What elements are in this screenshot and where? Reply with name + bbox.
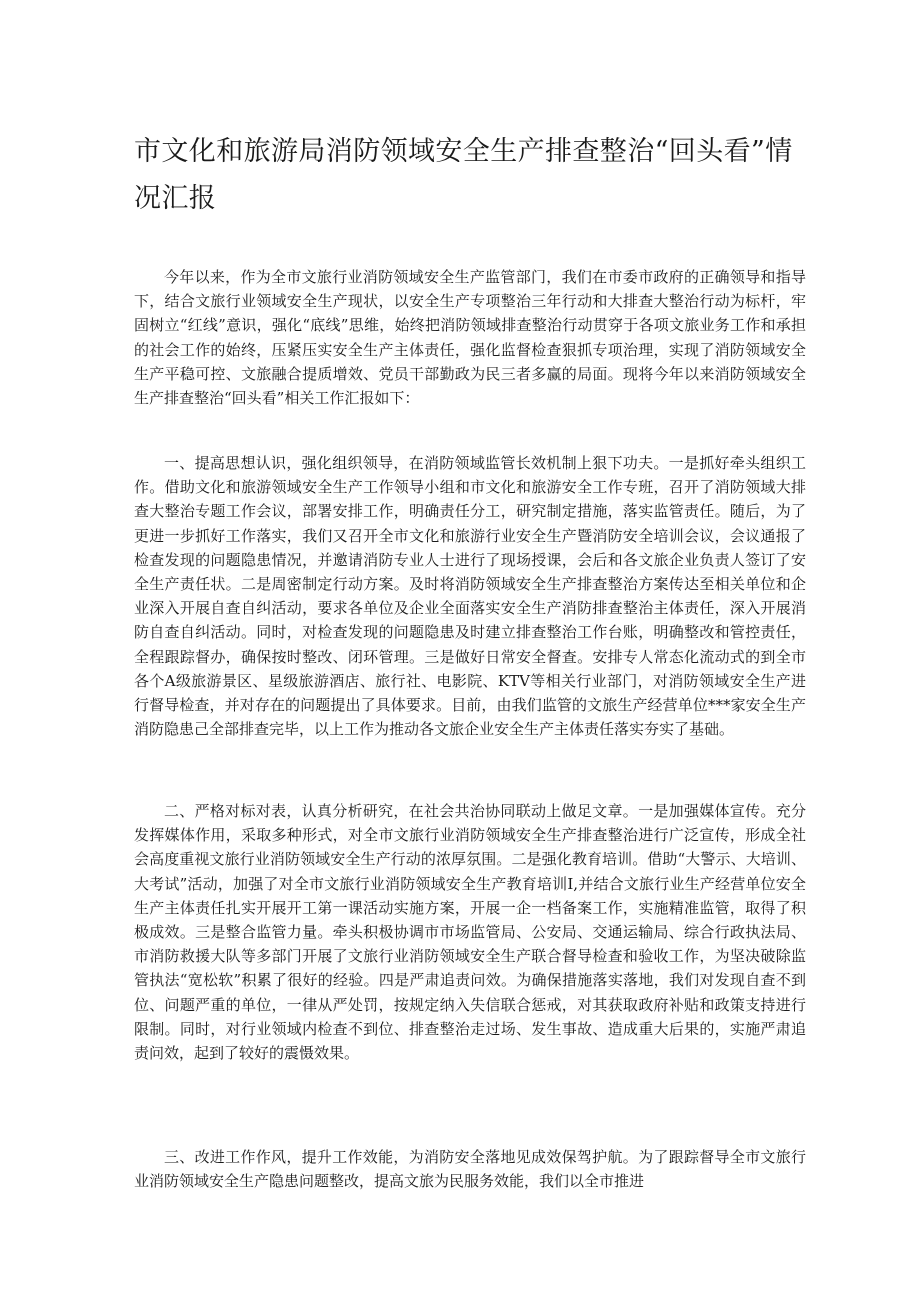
document-title: 市文化和旅游局消防领域安全生产排查整治“回头看”情况汇报 [134, 136, 793, 214]
intro-paragraph: 今年以来，作为全市文旅行业消防领域安全生产监管部门，我们在市委市政府的正确领导和指导下，结合文旅行业领域安全生产现状，以安全生产专项整治三年行动和大排查大整治行动为标杆，牢固树立“红线”意识，强化“底线”思维，始终把消防领域排查整治行动贯穿于各项文旅业务工作和承担的社会工作的始终，压紧压实安全生产主体责任，强化监督检查狠抓专项治理，实现了消防领域安全生产平稳可控、文旅融合提质增效、党员干部勤政为民三者多赢的局面。现将今年以来消防领域安全生产排查整治“回头看”相关工作汇报如下： [134, 268, 806, 408]
section-two-paragraph: 二、严格对标对表，认真分析研究，在社会共治协同联动上做足文章。一是加强媒体宣传。充分发挥媒体作用，采取多种形式，对全市文旅行业消防领域安全生产排查整治进行广泛宣传，形成全社会高度重视文旅行业消防领域安全生产行动的浓厚氛围。二是强化教育培训。借助“大警示、大培训、大考试”活动，加强了对全市文旅行业消防领域安全生产教育培训I,并结合文旅行业生产经营单位安全生产主体责任扎实开展开工第一课活动实施方案，开展一企一档备案工作，实施精准监管，取得了积极成效。三是整合监管力量。牵头积极协调市市场监管局、公安局、交通运输局、综合行政执法局、市消防救援大队等多部门开展了文旅行业消防领域安全生产联合督导检查和验收工作，为坚决破除监管执法“宽松软”积累了很好的经验。四是严肃追责问效。为确保措施落实落地，我们对发现自查不到位、问题严重的单位，一律从严处罚，按规定纳入失信联合惩戒，对其获取政府补贴和政策支持进行限制。同时，对行业领域内检查不到位、排查整治走过场、发生事故、造成重大后果的，实施严肃追责问效，起到了较好的震慑效果。 [134, 802, 806, 1063]
section-one-paragraph: 一、提高思想认识，强化组织领导，在消防领域监管长效机制上狠下功夫。一是抓好牵头组织工作。借助文化和旅游领域安全生产工作领导小组和市文化和旅游安全工作专班，召开了消防领域大排查大整治专题工作会议，部署安排工作，明确责任分工，研究制定措施，落实监管责任。随后，为了更进一步抓好工作落实，我们又召开全市文化和旅游行业安全生产暨消防安全培训会议，会议通报了检查发现的问题隐患情况，并邀请消防专业人士进行了现场授课，会后和各文旅企业负责人签订了安全生产责任状。二是周密制定行动方案。及时将消防领域安全生产排查整治方案传达至相关单位和企业深入开展自查自纠活动，要求各单位及企业全面落实安全生产消防排查整治主体责任，深入开展消防自查自纠活动。同时，对检查发现的问题隐患及时建立排查整治工作台账，明确整改和管控责任，全程跟踪督办，确保按时整改、闭环管理。三是做好日常安全督查。安排专人常态化流动式的到全市各个A级旅游景区、星级旅游酒店、旅行社、电影院、KTV等相关行业部门，对消防领域安全生产进行督导检查，并对存在的问题提出了具体要求。目前，由我们监管的文旅生产经营单位***家安全生产消防隐患己全部排查完毕，以上工作为推动各文旅企业安全生产主体责任落实夯实了基础。 [134, 454, 806, 739]
section-three-paragraph: 三、改进工作作风，提升工作效能，为消防安全落地见成效保驾护航。为了跟踪督导全市文旅行业消防领域安全生产隐患问题整改，提高文旅为民服务效能，我们以全市推进 [134, 1148, 806, 1191]
